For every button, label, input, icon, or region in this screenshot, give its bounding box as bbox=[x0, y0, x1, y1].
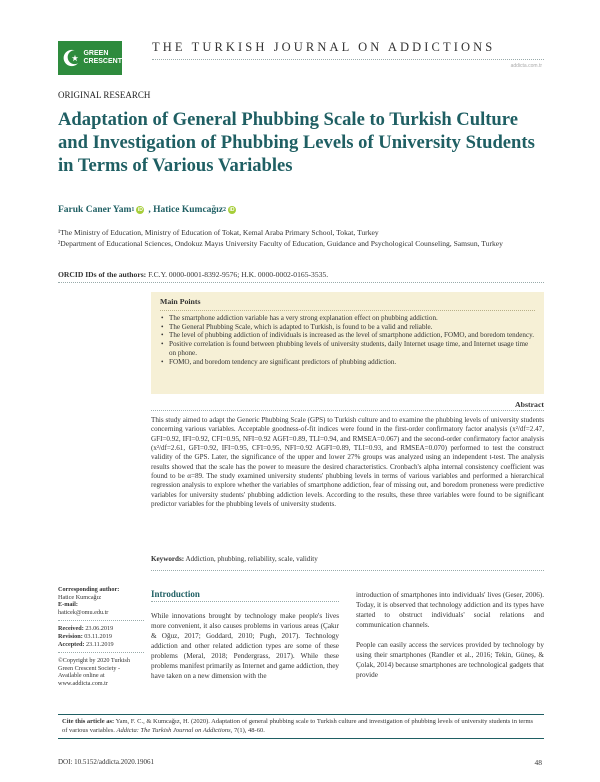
main-points-list bbox=[160, 314, 535, 366]
abstract-title: Abstract bbox=[514, 400, 544, 409]
sidebar-divider bbox=[58, 652, 144, 653]
affiliation: ¹The Ministry of Education, Ministry of Education of Tokat, Kemal Araba Primary School, Tokat, Turkey bbox=[58, 228, 379, 237]
page-number: 48 bbox=[534, 758, 542, 767]
author-list bbox=[58, 205, 240, 215]
corresponding-label: Corresponding author: bbox=[58, 586, 120, 593]
right-column bbox=[356, 590, 544, 680]
crescent-icon bbox=[62, 46, 81, 70]
orcid-icon[interactable]: iD bbox=[229, 207, 235, 213]
email-link[interactable]: haticek@omu.edu.tr bbox=[58, 608, 109, 616]
sidebar-divider bbox=[58, 620, 144, 621]
corresponding-name: Hatice Kumcağız bbox=[58, 593, 102, 601]
paragraph: While innovations brought by technology make people's lives more convenient, it also causes problems in various areas (Çakır & Oğuz, 2017; Goddard, 2010; Pugh, 2017). Technology addiction and other related addiction types are some of these problems (Meral, 2018; Pendergrass, 2017). While these problems manifest primarily as Internet and game addiction, they have taken on a new dimension with the bbox=[151, 612, 339, 681]
journal-logo bbox=[58, 41, 122, 75]
abstract-divider bbox=[151, 410, 544, 411]
keywords bbox=[151, 555, 544, 563]
citation-pages: 48-60. bbox=[248, 726, 265, 734]
accepted-date: 23.11.2019 bbox=[86, 640, 114, 648]
main-points-divider bbox=[160, 310, 535, 311]
revision-date: 03.11.2019 bbox=[84, 632, 112, 640]
site-url: addicta.com.tr bbox=[510, 63, 542, 69]
list-item: • FOMO, and boredom tendency are significant predictors of phubbing addiction. bbox=[160, 358, 535, 367]
keywords-divider bbox=[151, 570, 544, 571]
affiliation: ²Department of Educational Sciences, Ondokuz Mayıs University Faculty of Education, Guidance and Psychological Counseling, Samsun, Turkey bbox=[58, 238, 503, 248]
logo-line1: GREEN bbox=[83, 50, 109, 57]
logo-text bbox=[83, 50, 122, 66]
main-points-title: Main Points bbox=[160, 297, 201, 306]
author-separator: , bbox=[148, 205, 151, 215]
keywords-list: Addiction, phubbing, reliability, scale, validity bbox=[185, 555, 318, 563]
section-label: ORIGINAL RESEARCH bbox=[58, 90, 151, 100]
citation-journal: Addicta: The Turkish Journal on Addictions, bbox=[116, 726, 233, 734]
orcid-line bbox=[58, 270, 328, 279]
list-item: • Positive correlation is found between phubbing levels of university students, daily Internet usage time, and Internet usage time on phone. bbox=[160, 340, 535, 357]
article-info-sidebar bbox=[58, 586, 144, 688]
received-date: 23.06.2019 bbox=[85, 625, 114, 633]
received-label: Received: bbox=[58, 625, 84, 633]
list-item: • The level of phubbing addiction of individuals is increased as the level of smartphone addiction, FOMO, and boredom tendency. bbox=[160, 331, 535, 340]
author-affil-mark: 1 bbox=[131, 207, 135, 213]
logo-line2: CRESCENT bbox=[83, 58, 122, 65]
main-points-box bbox=[151, 292, 544, 394]
accepted-label: Accepted: bbox=[58, 640, 85, 648]
copyright-notice: ©Copyright by 2020 Turkish Green Crescent Society - Available online at www.addicta.com.tr bbox=[58, 657, 130, 687]
author-affil-mark: 2 bbox=[223, 207, 227, 213]
author-name: Hatice Kumcağız bbox=[153, 205, 224, 215]
article-title: Adaptation of General Phubbing Scale to Turkish Culture and Investigation of Phubbing Levels of University Students in Terms of Various Variables bbox=[58, 109, 535, 176]
citation-box bbox=[58, 714, 544, 739]
abstract-text: This study aimed to adapt the Generic Phubbing Scale (GPS) to Turkish culture and to examine the phubbing levels of university students concerning various variables. Acceptable goodness-of-fit indices were found in the first-order confirmatory factor analysis (x²/df=2.47, GFI=0.92, IFI=0.92, CFI=0.95, NFI=0.92 AGFI=0.89, TLI=0.94, and RMSEA=0.067) and the second-order confirmatory factor analysis (x²/df=2.61, GFI=0.92, IFI=0.95, CFI=0.95, NFI=0.92 AGFI=0.89, TLI=0.93, and RMSEA=0.070) performed to test the construct validity of the GPS. Later, the significance of the upper and lower 27% groups was analyzed using an independent t-test. The analysis results showed that the scale has the power to measure the desired characteristics. Cronbach's alpha internal consistency coefficient was found to be α=89. The study examined university students' phubbing levels in terms of various variables and performed a hierarchical regression analysis to explore whether the variables of smartphone addiction, fear of missing out, and boredom proneness were predictive variables for university students' phubbing addiction levels. According to the results, these three variables were found to be significant predictor variables for the phubbing levels of university students. bbox=[151, 416, 544, 509]
revision-label: Revision: bbox=[58, 632, 83, 640]
email-label: E-mail: bbox=[58, 601, 78, 609]
paragraph: People can easily access the services provided by technology by using their smartphones (Randler et al., 2016; Tekin, Güneş, & Çolak, 2014) because smartphones are technological gadgets that provide bbox=[356, 641, 544, 680]
keywords-label: Keywords: bbox=[151, 555, 185, 563]
author-name: Faruk Caner Yam bbox=[58, 205, 132, 215]
intro-divider bbox=[151, 601, 339, 602]
left-column bbox=[151, 611, 339, 681]
orcid-icon[interactable]: iD bbox=[137, 207, 143, 213]
list-item: • The smartphone addiction variable has a very strong explanation effect on phubbing addiction. bbox=[160, 314, 535, 323]
orcid-ids: F.C.Y. 0000-0001-8392-9576; H.K. 0000-0002-0165-3535. bbox=[148, 270, 329, 279]
section-heading: Introduction bbox=[151, 589, 200, 599]
citation-text: Yam, F. C., & Kumcağız, H. (2020). Adaptation of general phubbing scale to Turkish culture and investigation of phubbing levels of university students in terms of various variables. bbox=[62, 718, 534, 734]
paragraph: introduction of smartphones into individuals' lives (Geser, 2006). Today, it is observed that technology addiction and its types have started to obstruct individuals' social relations and communication channels. bbox=[356, 591, 544, 630]
list-item: • The General Phubbing Scale, which is adapted to Turkish, is found to be a valid and reliable. bbox=[160, 323, 535, 332]
orcid-label: ORCID IDs of the authors: bbox=[58, 270, 147, 279]
citation-label: Cite this article as: bbox=[62, 718, 115, 725]
citation-volume: 7(1), bbox=[233, 726, 247, 734]
doi[interactable]: DOI: 10.5152/addicta.2020.19061 bbox=[58, 758, 155, 766]
affiliations bbox=[58, 228, 538, 249]
orcid-divider bbox=[58, 282, 544, 283]
journal-title: THE TURKISH JOURNAL ON ADDICTIONS bbox=[152, 40, 496, 54]
header-divider bbox=[152, 59, 544, 60]
